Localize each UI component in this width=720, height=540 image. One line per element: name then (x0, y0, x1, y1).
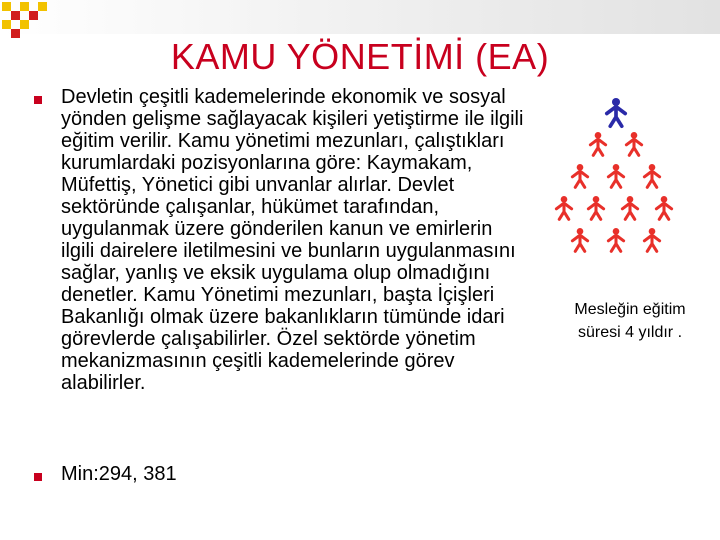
caption-education-length: Mesleğin eğitim (574, 301, 686, 318)
bullet-marker (34, 96, 42, 104)
people-pyramid-icon (550, 94, 682, 258)
bullet-text-min-score: Min:294, 381 (61, 463, 177, 485)
bullet-text-description: Devletin çeşitli kademelerinde ekonomik ve sosyal yönden gelişme sağlayacak kişileri yetiştirme ile ilgili eğitim verilir. Kamu yönetimi mezunları, çalıştıkları kurumlardaki pozisyonlarına göre: Kaymakam, Müfettiş, Yönetici gibi unvanlar alırlar. Devlet sektöründe çalışanlar, hükümet tarafından, uygulanmak üzere gönderilen kanun ve emirlerin ilgili dairelere iletilmesini ve bunların uygulanmasını sağlar, yanlış ve eksik uygulama olup olmadığını denetler. Kamu Yönetimi mezunları, başta İçişleri Bakanlığı olmak üzere bakanlıkların tümünde idari görevlerde çalışabilirler. Özel sektörde yönetim mekanizmasının çeşitli kademelerinde görev alabilirler. (61, 86, 524, 394)
bullet-marker (34, 473, 42, 481)
top-gradient-bar (0, 0, 720, 34)
slide-title: KAMU YÖNETİMİ (EA) (170, 36, 550, 77)
caption-duration: süresi 4 yıldır . (577, 324, 683, 341)
